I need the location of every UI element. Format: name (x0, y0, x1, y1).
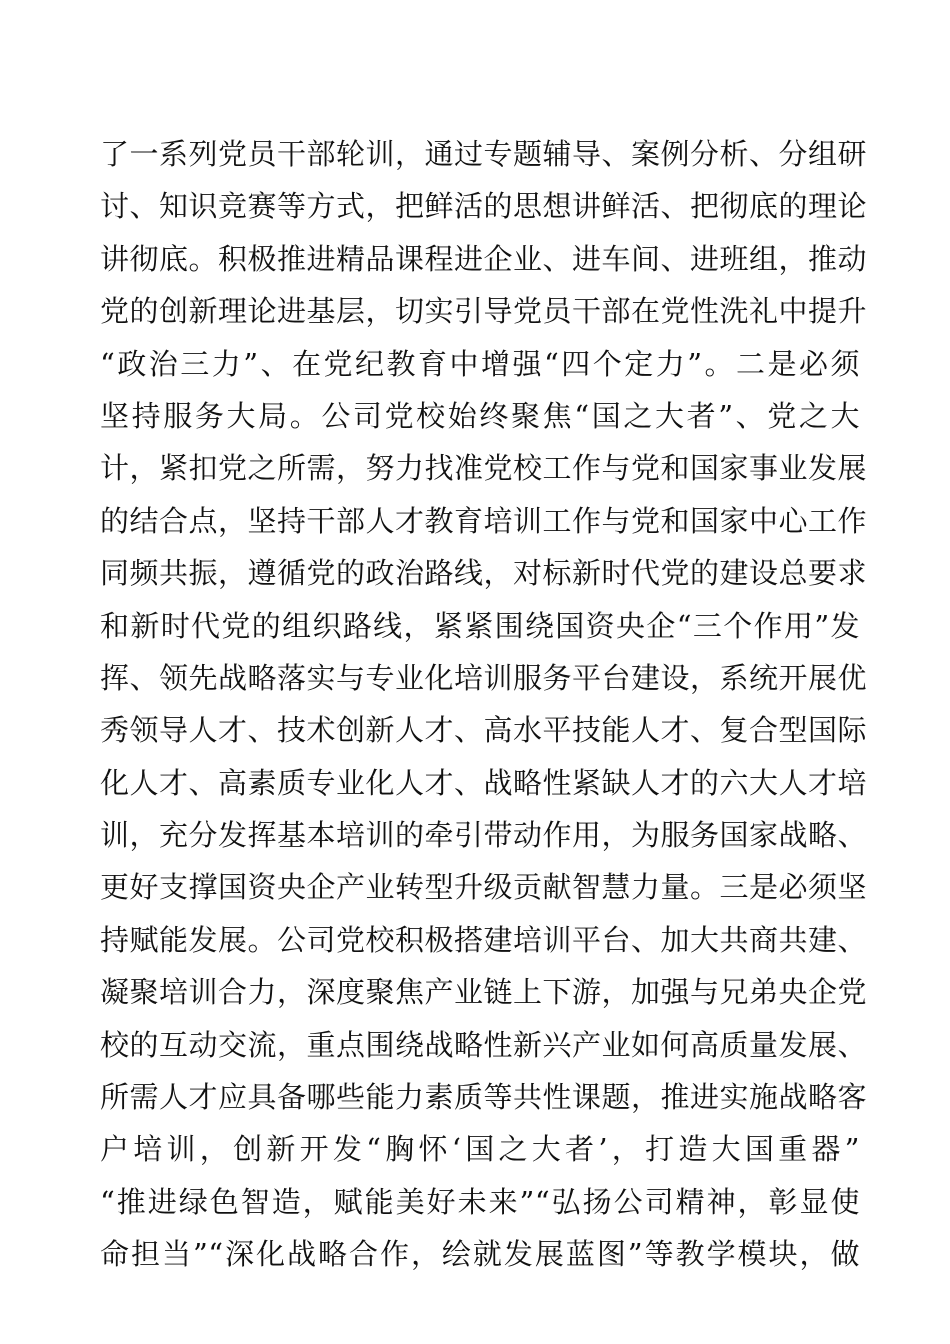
text-line: 同频共振，遵循党的政治路线，对标新时代党的建设总要求 (100, 556, 868, 591)
body-paragraph (100, 128, 868, 1281)
text-line: 的结合点，坚持干部人才教育培训工作与党和国家中心工作 (100, 503, 868, 538)
text-line: 训，充分发挥基本培训的牵引带动作用，为服务国家战略、 (100, 818, 868, 853)
text-line: 党的创新理论进基层，切实引导党员干部在党性洗礼中提升 (100, 294, 868, 329)
text-line: 秀领导人才、技术创新人才、高水平技能人才、复合型国际 (100, 713, 868, 748)
text-line: 坚持服务大局。公司党校始终聚焦“国之大者”、党之大 (100, 398, 860, 433)
text-line: 持赋能发展。公司党校积极搭建培训平台、加大共商共建、 (100, 922, 868, 957)
text-line: 化人才、高素质专业化人才、战略性紧缺人才的六大人才培 (100, 765, 868, 800)
text-line: 户培训，创新开发“胸怀‘国之大者’，打造大国重器” (100, 1132, 860, 1167)
text-line: 了一系列党员干部轮训，通过专题辅导、案例分析、分组研 (100, 137, 868, 171)
text-line: 和新时代党的组织路线，紧紧围绕国资央企“三个作用”发 (100, 608, 860, 643)
text-line: 计，紧扣党之所需，努力找准党校工作与党和国家事业发展 (100, 451, 868, 486)
text-line: “推进绿色智造，赋能美好未来”“弘扬公司精神，彰显使 (100, 1184, 860, 1219)
text-line: 所需人才应具备哪些能力素质等共性课题，推进实施战略客 (100, 1080, 868, 1115)
text-line: 校的互动交流，重点围绕战略性新兴产业如何高质量发展、 (100, 1027, 868, 1062)
text-line: 讨、知识竞赛等方式，把鲜活的思想讲鲜活、把彻底的理论 (100, 189, 868, 224)
text-line: “政治三力”、在党纪教育中增强“四个定力”。二是必须 (100, 346, 860, 381)
text-line: 凝聚培训合力，深度聚焦产业链上下游，加强与兄弟央企党 (100, 975, 868, 1010)
text-line: 更好支撑国资央企产业转型升级贡献智慧力量。三是必须坚 (100, 870, 868, 905)
text-line: 命担当”“深化战略合作，绘就发展蓝图”等教学模块，做 (100, 1237, 860, 1272)
text-line: 讲彻底。积极推进精品课程进企业、进车间、进班组，推动 (100, 241, 868, 276)
text-line: 挥、领先战略落实与专业化培训服务平台建设，系统开展优 (100, 660, 868, 695)
